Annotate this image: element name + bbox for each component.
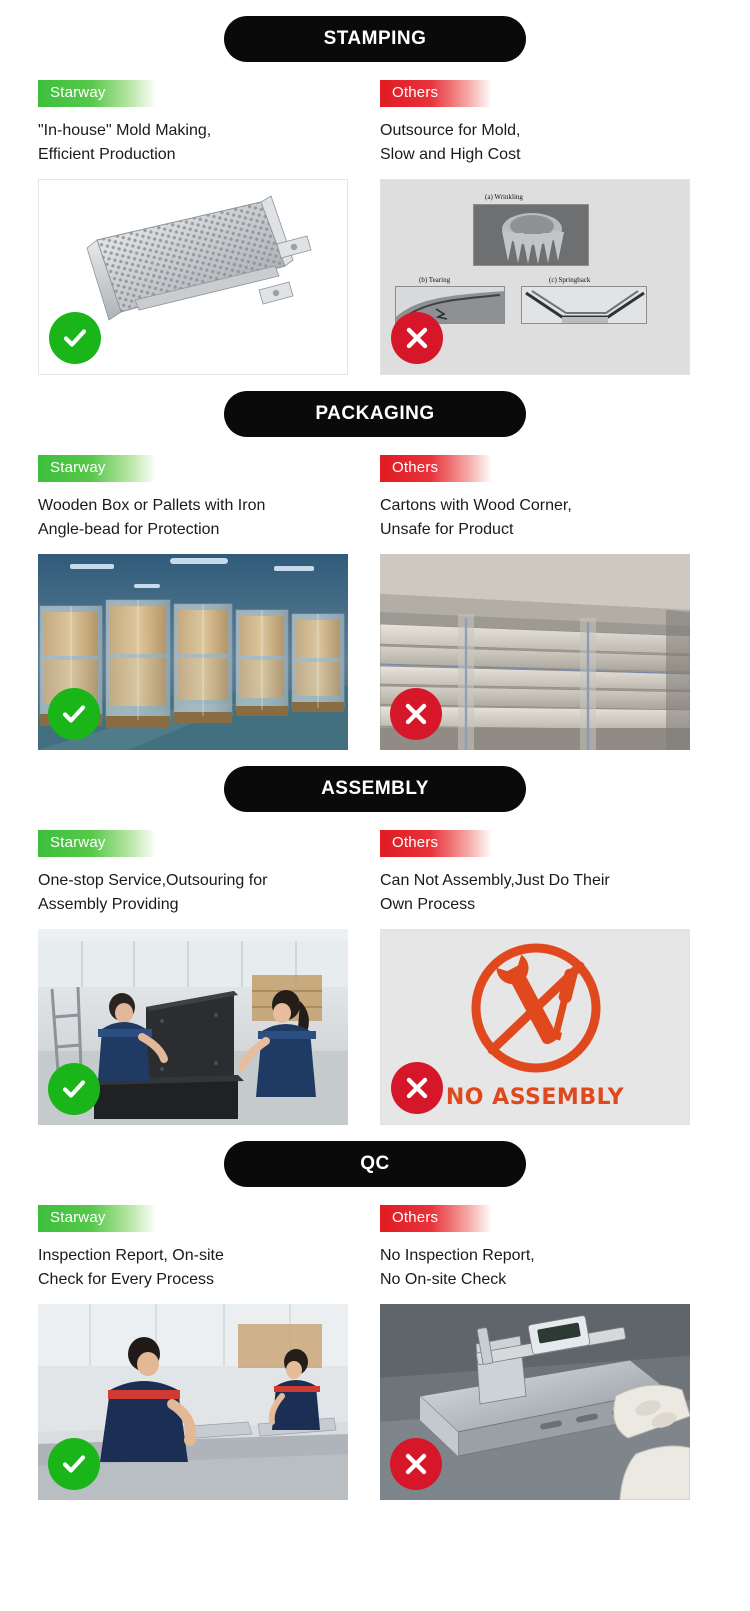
image-stamping-defects-diagram <box>380 179 690 375</box>
description-starway-qc <box>38 1244 348 1292</box>
section-header <box>0 0 750 80</box>
column-others-stamping <box>380 80 690 375</box>
cross-icon <box>390 688 442 740</box>
desc-line-2: Efficient Production <box>38 146 176 163</box>
section-title-packaging: PACKAGING <box>224 391 526 437</box>
check-icon <box>48 688 100 740</box>
desc-line-2: Check for Every Process <box>38 1271 215 1288</box>
desc-line-2: Slow and High Cost <box>380 146 521 163</box>
description-starway-packaging <box>38 494 348 542</box>
image-inspection-workers-bench <box>38 1304 348 1500</box>
defect-image-springback <box>521 286 647 324</box>
image-stamped-perforated-metal-part <box>38 179 348 375</box>
image-stacked-cartons <box>380 554 690 750</box>
desc-line-1: "In-house" Mold Making, <box>38 122 212 139</box>
defect-caption-b: (b) Tearing <box>419 276 451 284</box>
desc-line-2: No On-site Check <box>380 1271 507 1288</box>
comparison-columns <box>0 1205 750 1500</box>
tag-starway: Starway <box>38 455 156 482</box>
check-icon <box>48 1063 100 1115</box>
column-others-assembly <box>380 830 690 1125</box>
defect-caption-a: (a) Wrinkling <box>485 193 523 201</box>
cross-icon <box>390 1438 442 1490</box>
section-title-qc: QC <box>224 1141 526 1187</box>
tag-others: Others <box>380 1205 492 1232</box>
description-others-stamping <box>380 119 690 167</box>
comparison-columns <box>0 80 750 375</box>
image-no-assembly-sign <box>380 929 690 1125</box>
desc-line-2: Own Process <box>380 896 476 913</box>
tag-starway: Starway <box>38 1205 156 1232</box>
section-header <box>0 375 750 455</box>
section-title-assembly: ASSEMBLY <box>224 766 526 812</box>
image-caliper-measuring-sheet-metal <box>380 1304 690 1500</box>
desc-line-1: Inspection Report, On-site <box>38 1247 224 1264</box>
desc-line-2: Unsafe for Product <box>380 521 514 538</box>
tag-others: Others <box>380 830 492 857</box>
defect-image-wrinkling <box>473 204 589 266</box>
cross-icon <box>391 312 443 364</box>
description-others-qc <box>380 1244 690 1292</box>
column-starway-stamping <box>38 80 348 375</box>
tag-starway: Starway <box>38 80 156 107</box>
section-assembly <box>0 750 750 1125</box>
section-header <box>0 750 750 830</box>
desc-line-1: Wooden Box or Pallets with Iron <box>38 497 266 514</box>
section-header <box>0 1125 750 1205</box>
no-assembly-label: NO ASSEMBLY <box>445 1085 625 1110</box>
desc-line-1: Can Not Assembly,Just Do Their <box>380 872 610 889</box>
cross-icon <box>391 1062 443 1114</box>
desc-line-1: Outsource for Mold, <box>380 122 521 139</box>
desc-line-1: No Inspection Report, <box>380 1247 535 1264</box>
column-others-qc <box>380 1205 690 1500</box>
description-starway-stamping <box>38 119 348 167</box>
column-others-packaging <box>380 455 690 750</box>
desc-line-1: One-stop Service,Outsouring for <box>38 872 268 889</box>
description-others-packaging <box>380 494 690 542</box>
desc-line-1: Cartons with Wood Corner, <box>380 497 572 514</box>
comparison-columns <box>0 830 750 1125</box>
comparison-columns <box>0 455 750 750</box>
desc-line-2: Assembly Providing <box>38 896 179 913</box>
check-icon <box>49 312 101 364</box>
column-starway-qc <box>38 1205 348 1500</box>
column-starway-assembly <box>38 830 348 1125</box>
tag-others: Others <box>380 80 492 107</box>
image-workers-assembling-cabinet <box>38 929 348 1125</box>
section-title-stamping: STAMPING <box>224 16 526 62</box>
desc-line-2: Angle-bead for Protection <box>38 521 220 538</box>
description-others-assembly <box>380 869 690 917</box>
description-starway-assembly <box>38 869 348 917</box>
section-stamping <box>0 0 750 375</box>
section-packaging <box>0 375 750 750</box>
check-icon <box>48 1438 100 1490</box>
column-starway-packaging <box>38 455 348 750</box>
section-qc <box>0 1125 750 1500</box>
image-warehouse-wooden-pallets <box>38 554 348 750</box>
tag-others: Others <box>380 455 492 482</box>
defect-caption-c: (c) Springback <box>549 276 591 284</box>
tag-starway: Starway <box>38 830 156 857</box>
